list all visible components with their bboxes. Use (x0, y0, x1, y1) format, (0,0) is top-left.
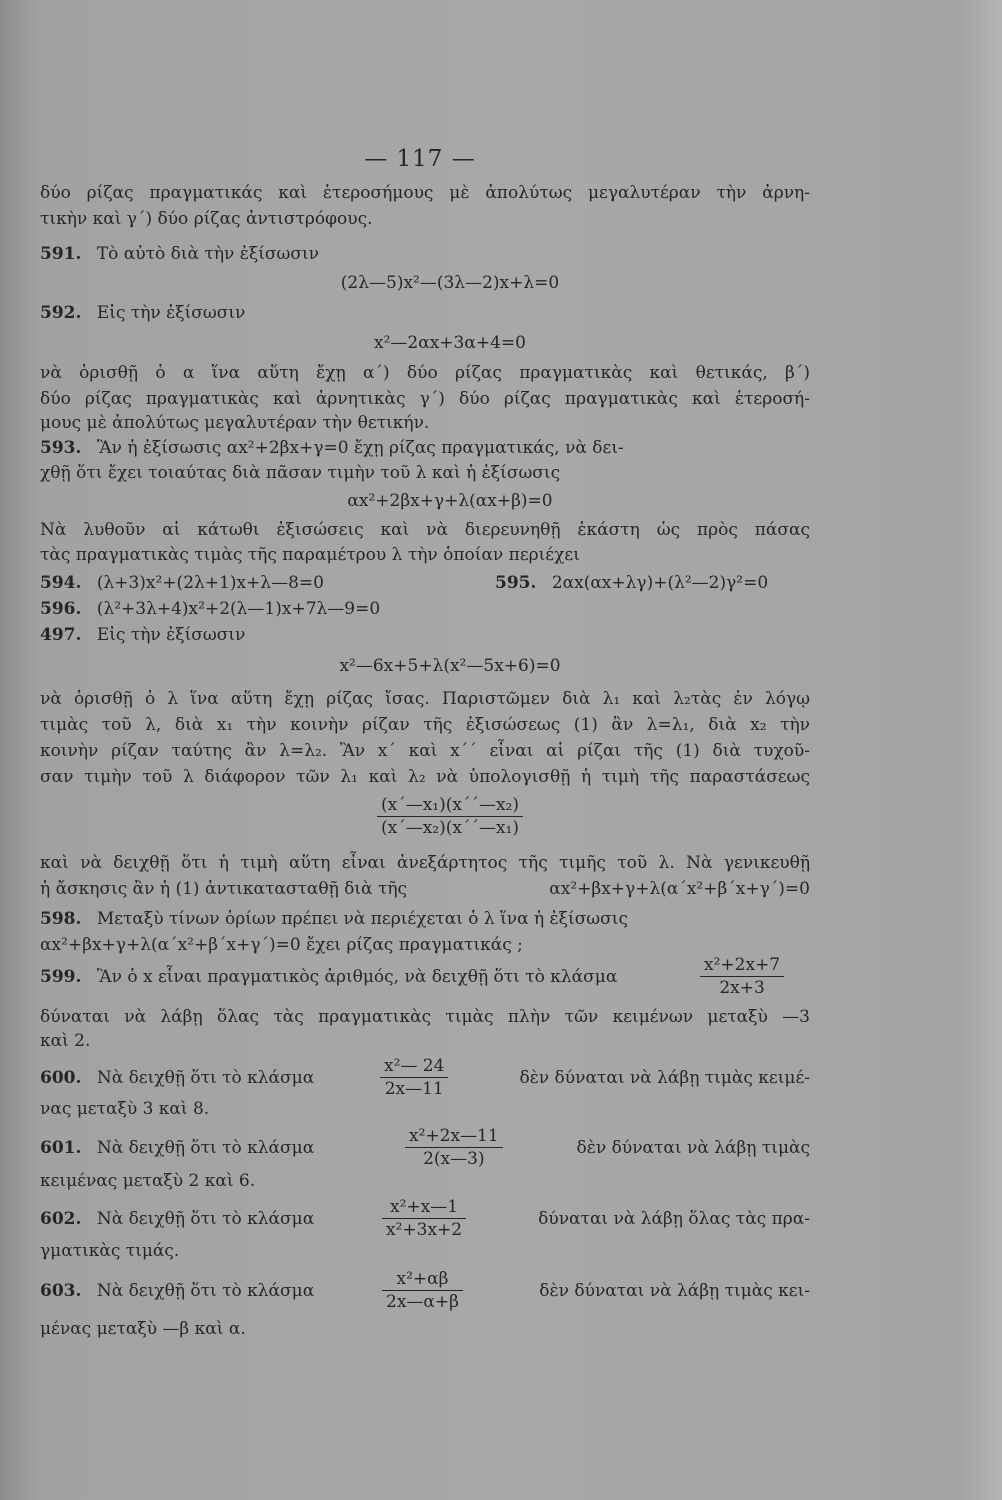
exercise-number: 598. (40, 909, 82, 929)
exercise-number: 600. (40, 1068, 82, 1088)
exercise-text: Τὸ αὐτὸ διὰ τὴν ἐξίσωσιν (96, 244, 319, 264)
exercise-text: Εἰς τὴν ἐξίσωσιν (96, 303, 246, 323)
equation: (λ²+3λ+4)x²+2(λ—1)x+7λ—9=0 (96, 599, 381, 619)
fraction-numerator: x²+2x—11 (405, 1125, 503, 1148)
fraction-denominator: 2(x—3) (423, 1149, 485, 1169)
text-line: μένας μεταξὺ —β καὶ α. (40, 1319, 246, 1339)
text-line: δύναται νὰ λάβῃ ὅλας τὰς πραγματικὰς τιμὰς πλὴν τῶν κειμένων μεταξὺ —3 (40, 1007, 810, 1027)
exercise-603 (40, 1268, 810, 1318)
text-line: Νὰ λυθοῦν αἱ κάτωθι ἐξισώσεις καὶ νὰ διερευνηθῇ ἑκάστη ὡς πρὸς πάσας (40, 520, 810, 540)
exercise-number: 595. (495, 573, 537, 593)
fraction-denominator: 2x+3 (719, 978, 765, 998)
fraction (380, 1055, 448, 1100)
text-line: νὰ ὁρισθῇ ὁ α ἵνα αὕτη ἔχῃ α΄) δύο ρίζας πραγματικὰς καὶ θετικάς, β΄) (40, 363, 810, 383)
text-line: τικὴν καὶ γ΄) δύο ρίζας ἀντιστρόφους. (40, 209, 373, 229)
equation: x²—6x+5+λ(x²—5x+6)=0 (339, 656, 561, 676)
exercise-593 (40, 437, 810, 459)
exercise-text: Νὰ δειχθῇ ὅτι τὸ κλάσμα (96, 1138, 315, 1158)
exercise-lead (40, 1280, 314, 1302)
exercise-591 (40, 243, 1002, 265)
fraction-numerator: x²+αβ (382, 1268, 463, 1291)
exercise-text: δὲν δύναται νὰ λάβῃ τιμὰς κει- (539, 1281, 810, 1301)
fraction-numerator: x²+2x+7 (700, 954, 784, 977)
fraction-denominator: (x΄—x₂)(x΄΄—x₁) (380, 818, 519, 838)
equation: αx²+βx+γ+λ(α΄x²+β΄x+γ΄)=0 (549, 879, 810, 899)
text-segment: ἡ ἄσκησις ἂν ἡ (1) ἀντικατασταθῇ διὰ τῆς (40, 879, 408, 899)
text-line: αx²+βx+γ+λ(α΄x²+β΄x+γ΄)=0 ἔχει ρίζας πραγματικάς ; (40, 935, 523, 955)
exercise-lead (40, 1067, 314, 1089)
fraction-denominator: 2x—α+β (386, 1292, 459, 1312)
exercise-text: Νὰ δειχθῇ ὅτι τὸ κλάσμα (96, 1281, 315, 1301)
fraction-denominator: 2x—11 (384, 1079, 444, 1099)
text-line: κοινὴν ρίζαν ταύτης ἂν λ=λ₂. Ἂν x΄ καὶ x΄΄ εἶναι αἱ ρίζαι τῆς (1) διὰ τυχοῦ- (40, 741, 810, 761)
equation: αx²+2βx+γ+λ(αx+β)=0 (347, 491, 553, 511)
text-line: χθῇ ὅτι ἔχει τοιαύτας διὰ πᾶσαν τιμὴν τοῦ λ καὶ ἡ ἐξίσωσις (40, 463, 561, 483)
exercise-text: Ἂν ἡ ἐξίσωσις αx²+2βx+γ=0 ἔχῃ ρίζας πραγματικάς, νὰ δει- (96, 438, 624, 458)
exercise-lead (40, 1208, 314, 1230)
fraction (405, 1125, 503, 1170)
exercise-601 (40, 1125, 810, 1175)
equation: x²—2αx+3α+4=0 (374, 333, 526, 353)
text-line: κειμένας μεταξὺ 2 καὶ 6. (40, 1171, 256, 1191)
exercise-599 (40, 955, 810, 1010)
exercise-602 (40, 1196, 810, 1246)
text-line: καὶ νὰ δειχθῇ ὅτι ἡ τιμὴ αὕτη εἶναι ἀνεξάρτητος τῆς τιμῆς τοῦ λ. Νὰ γενικευθῇ (40, 853, 810, 873)
text-line: μους μὲ ἀπολύτως μεγαλυτέραν τὴν θετικήν. (40, 413, 430, 433)
text-line: δύο ρίζας πραγματικὰς καὶ ἀρνητικὰς γ΄) δύο ρίζας πραγματικὰς καὶ ἑτεροσή- (40, 389, 810, 409)
fraction-denominator: x²+3x+2 (386, 1220, 463, 1240)
exercise-text: Εἰς τὴν ἐξίσωσιν (96, 625, 246, 645)
exercise-number: 594. (40, 573, 82, 593)
fraction-numerator: (x΄—x₁)(x΄΄—x₂) (377, 794, 523, 817)
text-line: τιμὰς τοῦ λ, διὰ x₁ τὴν κοινὴν ρίζαν τῆς ἐξισώσεως (1) ἂν λ=λ₁, διὰ x₂ τὴν (40, 715, 810, 735)
text-line: τὰς πραγματικὰς τιμὰς τῆς παραμέτρου λ τὴν ὁποίαν περιέχει (40, 545, 580, 565)
text-line: καὶ 2. (40, 1031, 91, 1051)
exercise-lead (40, 966, 617, 988)
exercise-596 (40, 598, 1002, 620)
exercise-text: δὲν δύναται νὰ λάβῃ τιμὰς κειμέ- (519, 1068, 810, 1088)
fraction (377, 794, 523, 839)
exercise-number: 599. (40, 967, 82, 987)
exercise-594 (40, 572, 470, 594)
exercise-lead (40, 1137, 314, 1159)
text-line (40, 878, 810, 900)
exercise-number: 603. (40, 1281, 82, 1301)
text-line: νὰ ὁρισθῇ ὁ λ ἵνα αὕτη ἔχῃ ρίζας ἴσας. Παριστῶμεν διὰ λ₁ καὶ λ₂τὰς ἐν λόγῳ (40, 689, 810, 709)
fraction-numerator: x²— 24 (380, 1055, 448, 1078)
exercise-598 (40, 908, 810, 930)
exercise-597 (40, 624, 1002, 646)
page-number: — 117 — (364, 146, 476, 172)
fraction (382, 1268, 463, 1313)
exercise-number: 591. (40, 244, 82, 264)
exercise-text: δὲν δύναται νὰ λάβῃ τιμὰς (576, 1138, 810, 1158)
text-line: δύο ρίζας πραγματικάς καὶ ἑτεροσήμους μὲ ἀπολύτως μεγαλυτέραν τὴν ἀρνη- (40, 183, 810, 203)
text-line: σαν τιμὴν τοῦ λ διάφορον τῶν λ₁ καὶ λ₂ νὰ ὑπολογισθῇ ἡ τιμὴ τῆς παραστάσεως (40, 767, 810, 787)
exercise-number: 596. (40, 599, 82, 619)
exercise-text: Νὰ δειχθῇ ὅτι τὸ κλάσμα (96, 1209, 315, 1229)
fraction-numerator: x²+x—1 (382, 1196, 466, 1219)
fraction (700, 954, 784, 999)
equation: (2λ—5)x²—(3λ—2)x+λ=0 (340, 273, 560, 293)
exercise-592 (40, 302, 1002, 324)
exercise-number: 592. (40, 303, 82, 323)
equation: (λ+3)x²+(2λ+1)x+λ—8=0 (96, 573, 324, 593)
exercise-text: Μεταξὺ τίνων ὁρίων πρέπει νὰ περιέχεται ὁ λ ἵνα ἡ ἐξίσωσις (96, 909, 628, 929)
text-line: γματικὰς τιμάς. (40, 1241, 180, 1261)
exercise-number: 601. (40, 1138, 82, 1158)
exercise-number: 602. (40, 1209, 82, 1229)
exercise-text: δύναται νὰ λάβῃ ὅλας τὰς πρα- (538, 1209, 810, 1229)
exercise-text: Νὰ δειχθῇ ὅτι τὸ κλάσμα (96, 1068, 315, 1088)
exercise-text: Ἂν ὁ x εἶναι πραγματικὸς ἀριθμός, νὰ δειχθῇ ὅτι τὸ κλάσμα (96, 967, 618, 987)
exercise-number: 593. (40, 438, 82, 458)
exercise-595 (495, 572, 815, 594)
exercise-number: 497. (40, 625, 82, 645)
fraction-expression (230, 794, 670, 839)
fraction (382, 1196, 466, 1241)
equation: 2αx(αx+λγ)+(λ²—2)γ²=0 (551, 573, 769, 593)
text-line: νας μεταξὺ 3 καὶ 8. (40, 1099, 210, 1119)
